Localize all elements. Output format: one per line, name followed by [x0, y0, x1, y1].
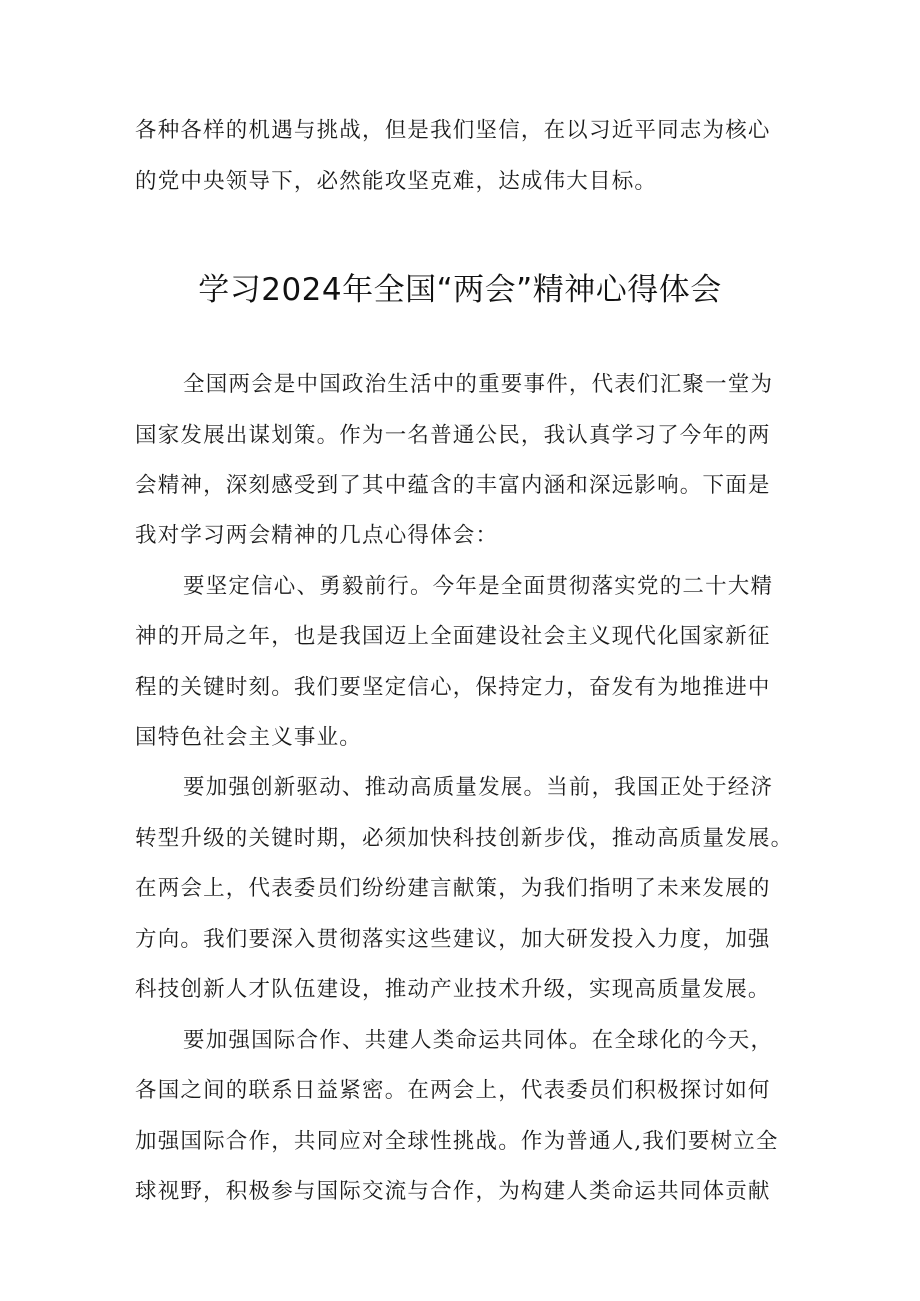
paragraph-first-line: 要坚定信心、勇毅前行。今年是全面贯彻落实党的二十大精	[183, 574, 774, 599]
text-line: 的党中央领导下，必然能攻坚克难，达成伟大目标。	[135, 169, 658, 194]
text-line: 方向。我们要深入贯彻落实这些建议，加大研发投入力度，加强	[135, 927, 771, 952]
text-line: 国家发展出谋划策。作为一名普通公民，我认真学习了今年的两	[135, 423, 771, 448]
text-line: 球视野，积极参与国际交流与合作，为构建人类命运共同体贡献	[135, 1179, 771, 1204]
paragraph-first-line: 要加强国际合作、共建人类命运共同体。在全球化的今天，	[183, 1028, 774, 1053]
text-line: 各国之间的联系日益紧密。在两会上，代表委员们积极探讨如何	[135, 1078, 771, 1103]
text-line: 程的关键时刻。我们要坚定信心，保持定力，奋发有为地推进中	[135, 675, 771, 700]
text-line: 在两会上，代表委员们纷纷建言献策，为我们指明了未来发展的	[135, 876, 771, 901]
text-line: 神的开局之年，也是我国迈上全面建设社会主义现代化国家新征	[135, 624, 771, 649]
text-line: 科技创新人才队伍建设，推动产业技术升级，实现高质量发展。	[135, 977, 771, 1002]
text-line: 国特色社会主义事业。	[135, 725, 363, 750]
text-line: 会精神，深刻感受到了其中蕴含的丰富内涵和深远影响。下面是	[135, 473, 771, 498]
text-line: 加强国际合作，共同应对全球性挑战。作为普通人,我们要树立全	[135, 1129, 779, 1154]
text-line: 各种各样的机遇与挑战，但是我们坚信，在以习近平同志为核心	[135, 118, 771, 143]
paragraph-first-line: 要加强创新驱动、推动高质量发展。当前，我国正处于经济	[183, 775, 774, 800]
document-title: 学习2024年全国“两会”精神心得体会	[198, 272, 722, 308]
paragraph-first-line: 全国两会是中国政治生活中的重要事件，代表们汇聚一堂为	[183, 372, 774, 397]
text-line: 我对学习两会精神的几点心得体会：	[135, 523, 499, 548]
text-line: 转型升级的关键时期，必须加快科技创新步伐，推动高质量发展。	[135, 826, 794, 851]
